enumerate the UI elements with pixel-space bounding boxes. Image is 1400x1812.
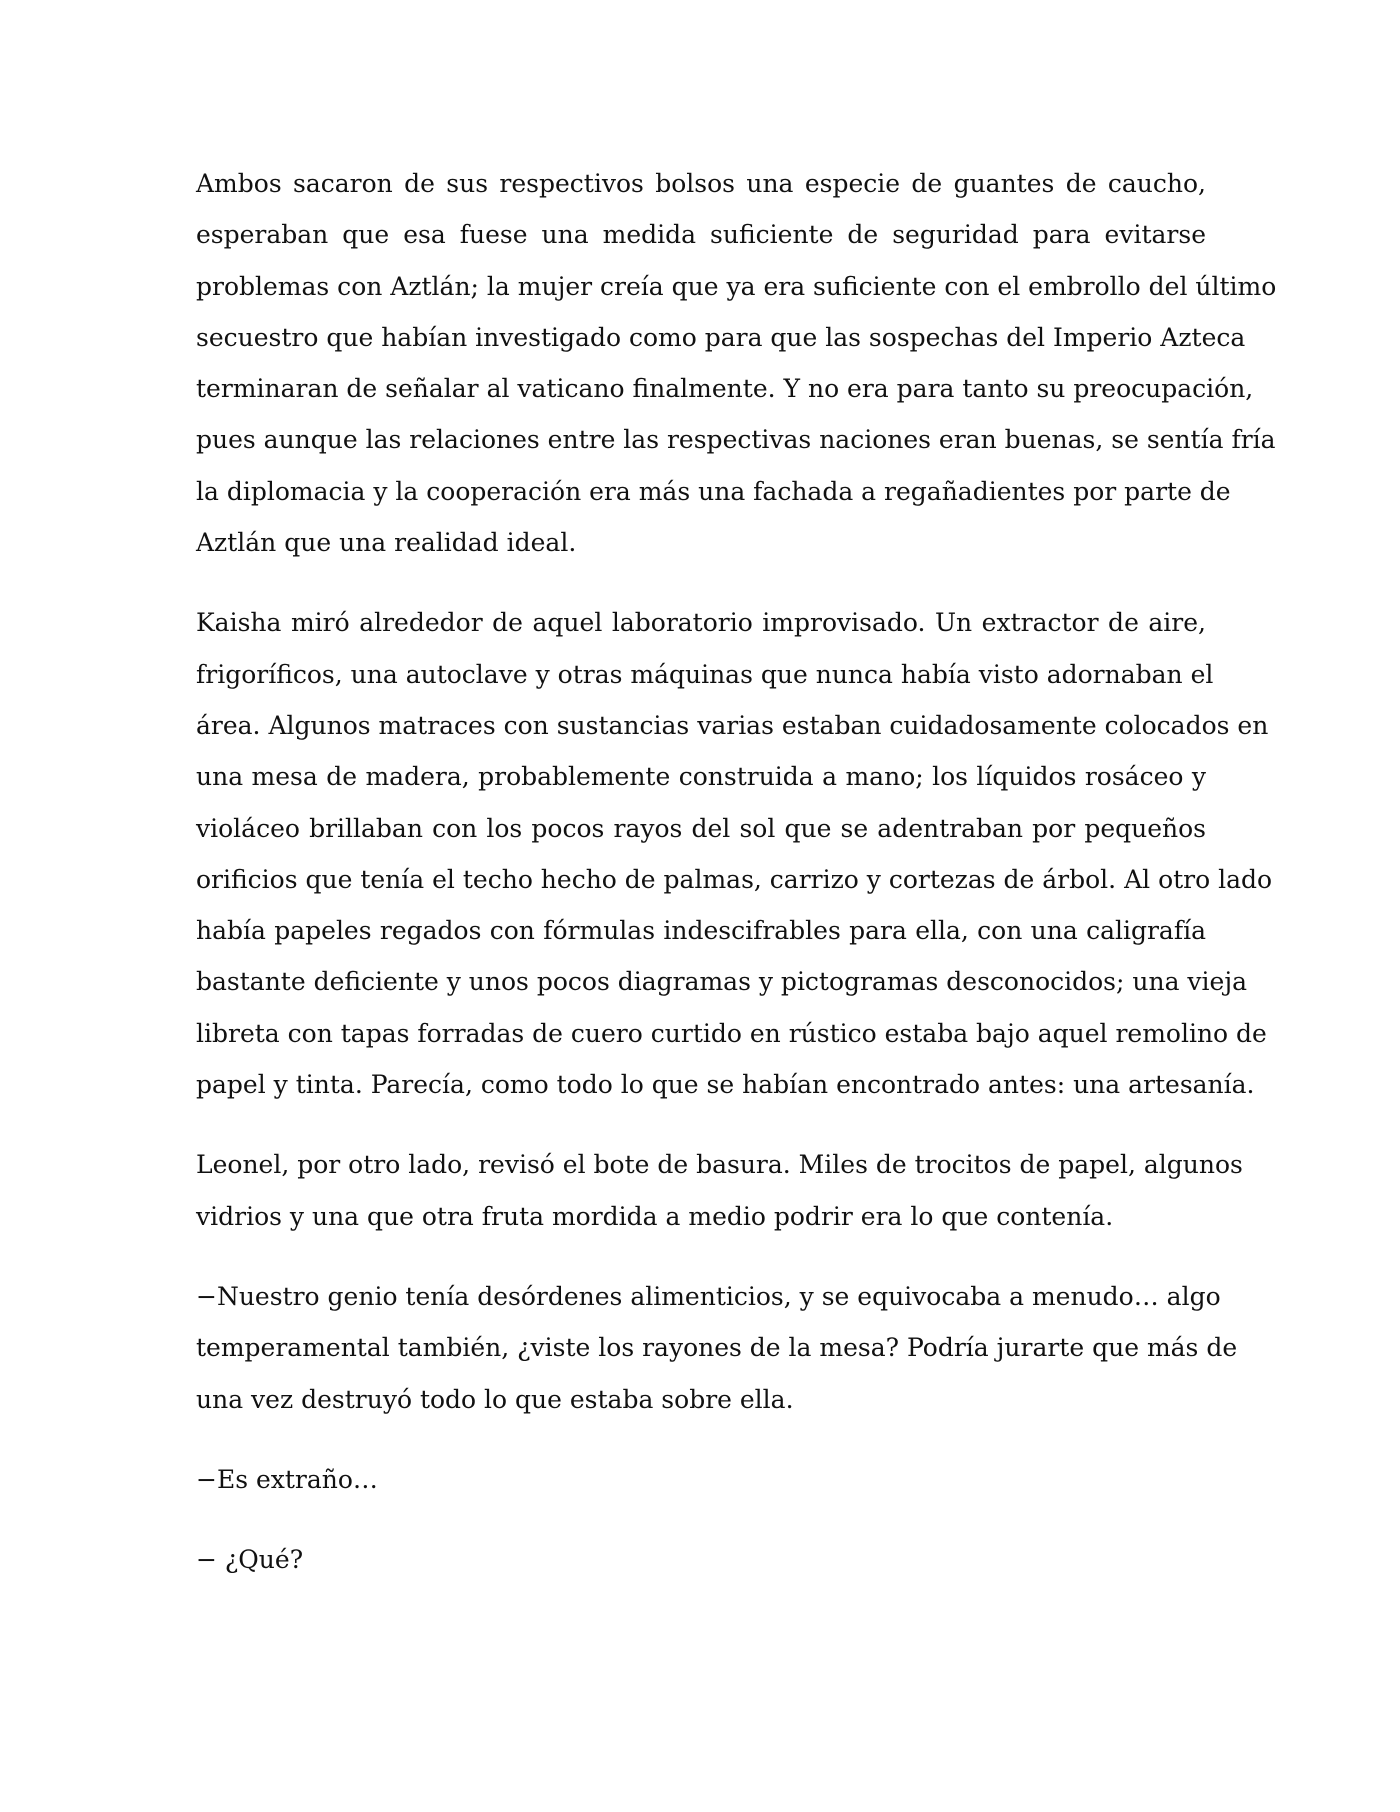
body-text <box>196 158 1277 1585</box>
text-line: libreta con tapas forradas de cuero curtido en rústico estaba bajo aquel remolino de <box>196 1018 1267 1048</box>
text-line: Leonel, por otro lado, revisó el bote de basura. Miles de trocitos de papel, algunos <box>196 1150 1243 1180</box>
text-line: temperamental también, ¿viste los rayones de la mesa? Podría jurarte que más de <box>196 1333 1238 1363</box>
text-line: papel y tinta. Parecía, como todo lo que se habían encontrado antes: una artesanía. <box>196 1070 1255 1100</box>
text-line: −Nuestro genio tenía desórdenes alimenticios, y se equivocaba a menudo… algo <box>196 1281 1221 1311</box>
text-line: vidrios y una que otra fruta mordida a medio podrir era lo que contenía. <box>196 1201 1114 1231</box>
text-line: una vez destruyó todo lo que estaba sobre ella. <box>196 1384 794 1414</box>
paragraph-1 <box>196 158 1277 568</box>
text-line: frigoríficos, una autoclave y otras máquinas que nunca había visto adornaban el <box>196 659 1214 689</box>
text-line: −Es extraño… <box>196 1464 378 1494</box>
text-line: terminaran de señalar al vaticano finalmente. Y no era para tanto su preocupación, <box>196 374 1254 404</box>
text-line: bastante deficiente y unos pocos diagramas y pictogramas desconocidos; una vieja <box>196 967 1247 997</box>
dialogue-paragraph-1 <box>196 1271 1238 1425</box>
text-line: problemas con Aztlán; la mujer creía que ya era suficiente con el embrollo del último <box>196 271 1277 301</box>
text-line: violáceo brillaban con los pocos rayos del sol que se adentraban por pequeños <box>196 813 1206 843</box>
text-line: orificios que tenía el techo hecho de palmas, carrizo y cortezas de árbol. Al otro lado <box>196 864 1273 894</box>
dialogue-paragraph-3 <box>196 1534 1206 1585</box>
paragraph-3 <box>196 1139 1243 1242</box>
text-line: Aztlán que una realidad ideal. <box>196 528 577 558</box>
text-line: pues aunque las relaciones entre las respectivas naciones eran buenas, se sentía fría <box>196 425 1276 455</box>
text-line: área. Algunos matraces con sustancias varias estaban cuidadosamente colocados en <box>196 710 1269 740</box>
text-line: Ambos sacaron de sus respectivos bolsos una especie de guantes de caucho, <box>196 169 1206 198</box>
text-line: la diplomacia y la cooperación era más una fachada a regañadientes por parte de <box>196 476 1231 506</box>
dialogue-paragraph-2 <box>196 1454 1206 1505</box>
paragraph-2 <box>196 597 1273 1110</box>
text-line: había papeles regados con fórmulas indescifrables para ella, con una caligrafía <box>196 916 1206 946</box>
text-line: − ¿Qué? <box>196 1545 304 1575</box>
text-line: una mesa de madera, probablemente construida a mano; los líquidos rosáceo y <box>196 762 1206 792</box>
text-line: secuestro que habían investigado como para que las sospechas del Imperio Azteca <box>196 322 1246 352</box>
text-line: Kaisha miró alrededor de aquel laboratorio improvisado. Un extractor de aire, <box>196 608 1206 638</box>
text-line: esperaban que esa fuese una medida suficiente de seguridad para evitarse <box>196 220 1206 250</box>
